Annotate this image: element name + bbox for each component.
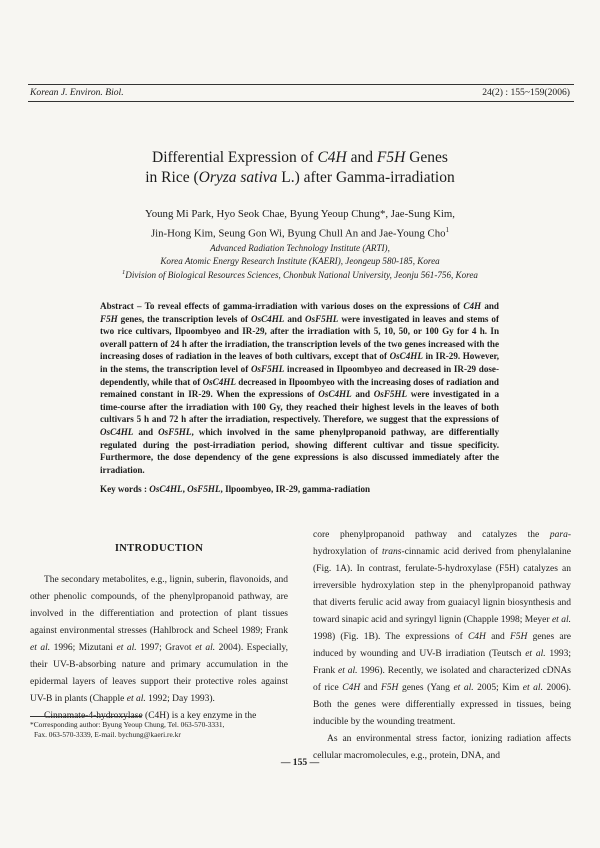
text-run: and: [485, 632, 510, 642]
volume-pages: 24(2) : 155~159(2006): [482, 87, 570, 98]
text-run: ,: [182, 484, 188, 494]
italic-term: C4H: [342, 683, 361, 693]
italic-term: OsF5HL: [187, 484, 221, 494]
text-run: -hydroxylation of: [313, 530, 571, 557]
article-title: [0, 148, 600, 188]
italic-term: F5H: [376, 149, 406, 166]
text-run: The secondary metabolites, e.g., lignin, suberin, flavonoids, and other phenolic compounds, of the phenylpropanoid pathway, are involved in the differentiation and protection of plant tissues against environmental stresses (Hahlbrock and Scheel 1989; Frank: [30, 575, 288, 636]
text-run: 1996; Mizutani: [50, 643, 117, 653]
italic-term: C4H: [317, 149, 347, 166]
text-run: 1992; Day 1993).: [145, 694, 215, 704]
author-list: [0, 206, 600, 242]
italic-term: OsC4HL: [389, 351, 423, 362]
corresponding-author-footnote: [30, 720, 292, 739]
page-number: — 155 —: [280, 757, 320, 768]
italic-term: et al.: [453, 683, 474, 693]
italic-term: et al.: [551, 615, 571, 625]
italic-term: et al.: [126, 694, 146, 704]
text-run: Abstract – To reveal effects of gamma-irradiation with various doses on the expressions of: [100, 301, 464, 311]
text-run: 2004). Especially, their UV-B-absorbing nature and primary accumulation in the epidermal layers of leaves support their protective roles against UV-B in plants (Chapple: [30, 643, 288, 704]
affiliation-line-3: [0, 267, 600, 282]
text-run: 1996). Recently, we isolated and characterized cDNAs of rice: [313, 666, 572, 693]
text-run: L.) after Gamma-irradiation: [277, 169, 455, 186]
authors-line-2-text: Jin-Hong Kim, Seung Gon Wi, Byung Chull An and Jae-Young Cho: [150, 227, 446, 240]
text-run: Differential Expression of: [152, 149, 318, 166]
text-run: decreased in Ilpoombyeo with the increasing doses of radiation and remained constant in IR-29. When the expressions of: [100, 376, 499, 400]
title-line-1: [0, 148, 600, 168]
text-run: genes are induced by wounding and UV-B irradiation (Teutsch: [313, 632, 571, 659]
text-run: and: [360, 683, 381, 693]
text-run: and: [133, 426, 159, 437]
italic-term: trans: [381, 547, 402, 557]
italic-term: para: [549, 530, 568, 540]
italic-term: C4H: [463, 301, 482, 311]
text-run: were investigated in leaves and stems of two rice cultivars, Ilpoombyeo and IR-29, after the irradiation with 5, 10, 50, or 100 Gy for 4 h. In overall pattern of 24 h after the irradiation, the transcription levels of the two genes increased with the increasing doses of radiation in the leaves of both cultivars, except that of: [100, 313, 499, 362]
intro-paragraph-1: [30, 572, 288, 708]
text-run: were investigated in a time-course after the irradiation with 100 Gy, they reached their highest levels in the leaves of both cultivars 5 h and 72 h after the irradiation, respectively. Therefore, we suggest that the expressions of: [100, 389, 499, 425]
header-bottom-rule: [28, 101, 574, 102]
text-run: and: [346, 149, 377, 166]
italic-term: OsF5HL: [158, 426, 192, 437]
title-line-2: [0, 168, 600, 188]
text-run: core phenylpropanoid pathway and catalyzes the: [313, 530, 550, 540]
abstract-text: [100, 300, 499, 476]
text-run: Genes: [405, 149, 448, 166]
right-column: [313, 527, 571, 765]
text-run: , Ilpoombyeo, IR-29, gamma-radiation: [220, 484, 371, 494]
text-run: in Rice (: [145, 169, 199, 186]
text-run: 2005; Kim: [473, 683, 523, 693]
italic-term: OsF5HL: [373, 389, 408, 400]
introduction-heading: INTRODUCTION: [114, 543, 204, 554]
text-run: increased in Ilpoombyeo and decreased in IR-29 dose-dependently, while that of: [100, 363, 499, 387]
italic-term: OsF5HL: [305, 313, 339, 324]
text-run: and: [351, 389, 374, 400]
italic-term: et al.: [116, 643, 137, 653]
italic-term: Oryza sativa: [198, 169, 278, 186]
footnote-line-2: Fax. 063-570-3339, E-mail. bychung@kaeri.re.kr: [34, 729, 181, 739]
affiliation-superscript: 1: [122, 269, 126, 276]
abstract: [100, 300, 499, 476]
italic-term: OsC4HL: [202, 376, 236, 387]
italic-term: et al.: [525, 649, 546, 659]
italic-term: OsC4HL: [251, 313, 285, 324]
text-run: -cinnamic acid derived from phenylalanine (Fig. 1A). In contrast, ferulate-5-hydroxylase (F5H) catalyzes an irreversible hydroxylation step in the phenylpropanoid pathway that diverts ferulic acid away from guaiacyl lignin biosynthesis and toward sinapic acid and syringyl lignin (Chapple 1998; Meyer: [313, 547, 571, 625]
italic-term: et al.: [522, 683, 543, 693]
text-run: and: [284, 313, 305, 324]
text-run: Key words :: [100, 484, 150, 494]
authors-superscript: 1: [445, 226, 450, 234]
affiliation-line-3-text: Division of Biological Resources Sciences, Chonbuk National University, Jeonju 561-756, Korea: [125, 270, 478, 281]
footnote-rule: [30, 716, 142, 717]
affiliation-line-2: Korea Atomic Energy Research Institute (KAERI), Jeongeup 580-185, Korea: [160, 255, 440, 266]
authors-line-2: [0, 222, 600, 242]
italic-term: F5H: [509, 632, 528, 642]
italic-term: et al.: [195, 643, 216, 653]
text-run: Cinnamate-4-hydroxylase (C4H) is a key enzyme in the: [44, 711, 257, 721]
italic-term: OsC4HL: [318, 389, 352, 400]
text-run: genes (Yang: [398, 683, 454, 693]
text-run: , which involved in the same phenylpropanoid pathway, are differentially regulated during the post-irradiation period, showing different cultivar and tissue specificity. Furthermore, the dose dependency of the gene expressions is also discussed immediately after the irradiation.: [100, 426, 499, 475]
journal-name: Korean J. Environ. Biol.: [30, 87, 124, 98]
italic-term: OsC4HL: [100, 426, 134, 437]
left-column: [30, 530, 288, 725]
italic-term: et al.: [30, 643, 51, 653]
affiliation-line-1: Advanced Radiation Technology Institute (ARTI),: [210, 243, 390, 253]
keywords: [100, 484, 510, 494]
italic-term: et al.: [338, 666, 358, 676]
text-run: 1997; Gravot: [136, 643, 196, 653]
text-run: 2006). Both the genes were differentially expressed in tissues, being inducible by the wounding treatment.: [313, 683, 572, 727]
text-run: 1993; Frank: [313, 649, 572, 676]
italic-term: OsC4HL: [149, 484, 183, 494]
italic-term: OsF5HL: [250, 363, 285, 374]
authors-line-1: Young Mi Park, Hyo Seok Chae, Byung Yeoup Chung*, Jae-Sung Kim,: [145, 208, 455, 220]
intro-paragraph-3: [313, 527, 571, 731]
text-run: and: [481, 301, 499, 311]
text-run: in IR-29. However, in the stems, the transcription level of: [100, 351, 500, 374]
affiliations: [0, 242, 600, 282]
italic-term: F5H: [100, 313, 118, 324]
text-run: 1998) (Fig. 1B). The expressions of: [313, 632, 468, 642]
italic-term: C4H: [467, 632, 486, 642]
header-top-rule: [28, 84, 574, 85]
text-run: As an environmental stress factor, ionizing radiation affects cellular macromolecules, e.g., protein, DNA, and: [313, 734, 571, 761]
footnote-line-1: *Corresponding author: Byung Yeoup Chung, Tel. 063-570-3331,: [30, 720, 225, 729]
text-run: genes, the transcription levels of: [117, 313, 251, 324]
italic-term: F5H: [380, 683, 399, 693]
